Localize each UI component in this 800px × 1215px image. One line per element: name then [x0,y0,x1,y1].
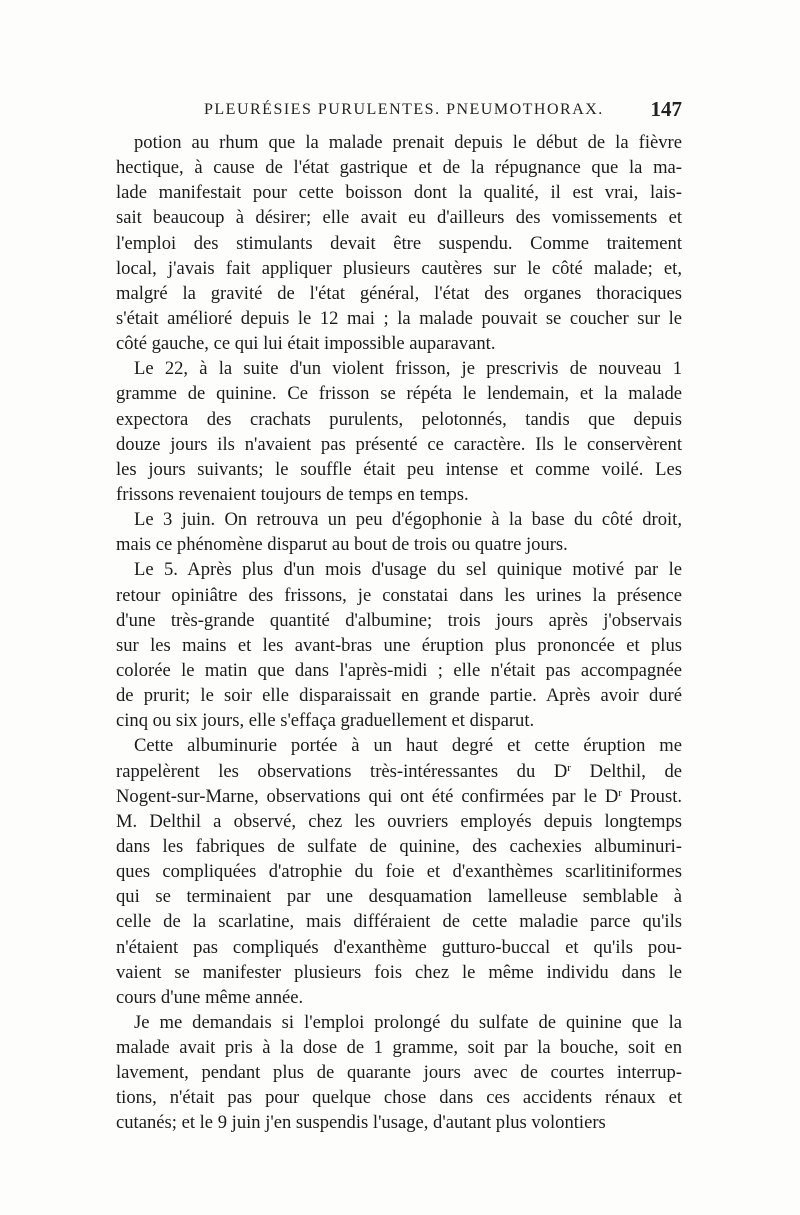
text-line: n'étaient pas compliqués d'exanthème gutturo-buccal et qu'ils pou- [116,936,682,958]
paragraph [116,1010,682,1136]
text-line: rappelèrent les observations très-intéressantes du $D^r$ Delthil, de [116,760,682,782]
text-line: hectique, à cause de l'état gastrique et de la répugnance que la ma- [116,157,682,179]
text-line: retour opiniâtre des frissons, je constatai dans les urines la présence [116,584,682,606]
text-line: lavement, pendant plus de quarante jours avec de courtes interrup- [116,1062,682,1084]
text-line: côté gauche, ce qui lui était impossible auparavant. [116,333,496,355]
paragraph [116,507,682,557]
text-line: de prurit; le soir elle disparaissait en grande partie. Après avoir duré [116,685,682,707]
text-line: cutanés; et le 9 juin j'en suspendis l'usage, d'autant plus volontiers [116,1112,606,1134]
text-line: Le 22, à la suite d'un violent frisson, je prescrivis de nouveau 1 [134,358,682,380]
paragraph [116,557,682,733]
text-line: malgré la gravité de l'état général, l'état des organes thoraciques [116,282,682,304]
body-text [116,130,682,1136]
text-line: gramme de quinine. Ce frisson se répéta le lendemain, et la malade [116,383,682,405]
text-line: malade avait pris à la dose de 1 gramme, soit par la bouche, soit en [116,1037,682,1059]
text-line: dans les fabriques de sulfate de quinine, des cachexies albuminuri- [116,835,682,857]
text-line: frissons revenaient toujours de temps en temps. [116,483,469,505]
text-line: colorée le matin que dans l'après-midi ; elle n'était pas accompagnée [116,659,682,681]
text-line: local, j'avais fait appliquer plusieurs cautères sur le côté malade; et, [116,257,682,279]
text-line: douze jours ils n'avaient pas présenté ce caractère. Ils le conservèrent [116,433,682,455]
text-line: expectora des crachats purulents, pelotonnés, tandis que depuis [116,408,682,430]
text-line: potion au rhum que la malade prenait depuis le début de la fièvre [134,132,682,153]
running-title: PLEURÉSIES PURULENTES. PNEUMOTHORAX. [204,101,604,118]
text-line: qui se terminaient par une desquamation lamelleuse semblable à [116,886,682,908]
text-line: Le 3 juin. On retrouva un peu d'égophonie à la base du côté droit, [134,509,682,531]
text-line: tions, n'était pas pour quelque chose dans ces accidents rénaux et [116,1087,682,1109]
page-header [116,97,682,127]
text-line: Cette albuminurie portée à un haut degré et cette éruption me [134,735,682,757]
text-line: sait beaucoup à désirer; elle avait eu d'ailleurs des vomissements et [116,207,682,229]
text-line: Je me demandais si l'emploi prolongé du sulfate de quinine que la [134,1011,682,1033]
text-line: s'était amélioré depuis le 12 mai ; la malade pouvait se coucher sur le [116,307,682,329]
text-line: mais ce phénomène disparut au bout de trois ou quatre jours. [116,534,568,556]
text-line: M. Delthil a observé, chez les ouvriers employés depuis longtemps [116,810,682,832]
text-line: les jours suivants; le souffle était peu intense et comme voilé. Les [116,458,682,480]
page-number: 147 [650,97,682,121]
text-line: Le 5. Après plus d'un mois d'usage du sel quinique motivé par le [134,559,682,581]
text-line: celle de la scarlatine, mais différaient de cette maladie parce qu'ils [116,911,682,933]
paragraph [116,733,682,1010]
text-line: vaient se manifester plusieurs fois chez le même individu dans le [116,961,682,983]
text-line: sur les mains et les avant-bras une éruption plus prononcée et plus [116,634,682,656]
text-line: lade manifestait pour cette boisson dont la qualité, il est vrai, lais- [116,182,682,204]
paragraph [116,130,682,356]
paragraph [116,356,682,507]
text-line: cours d'une même année. [116,986,304,1008]
text-line: cinq ou six jours, elle s'effaça graduellement et disparut. [116,710,535,732]
text-line: Nogent-sur-Marne, observations qui ont été confirmées par le $D^r$ Proust. [116,785,683,807]
text-line: ques compliquées d'atrophie du foie et d'exanthèmes scarlitiniformes [116,861,682,883]
text-line: l'emploi des stimulants devait être suspendu. Comme traitement [116,232,682,254]
text-line: d'une très-grande quantité d'albumine; trois jours après j'observais [116,609,682,631]
